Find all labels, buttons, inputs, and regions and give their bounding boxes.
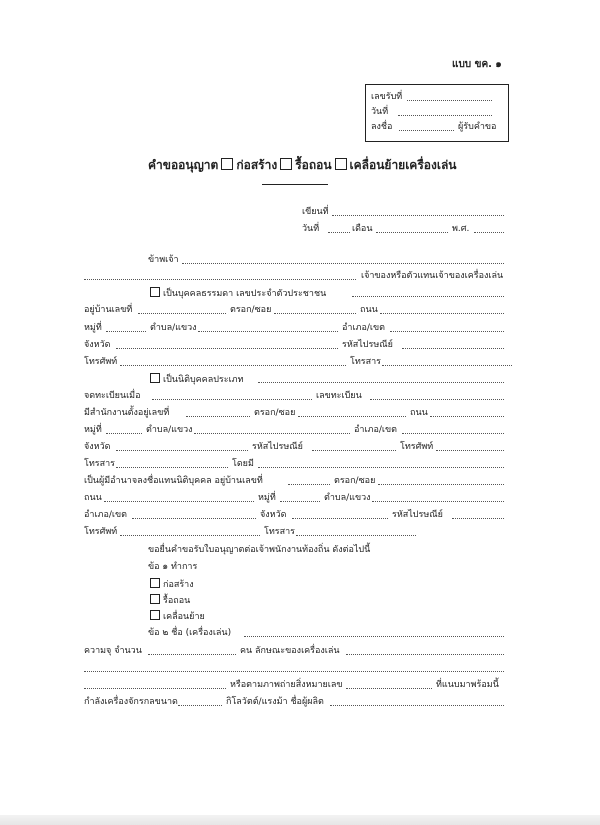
j-postcode2-field[interactable] xyxy=(452,509,504,519)
office-no-label: มีสำนักงานตั้งอยู่เลขที่ xyxy=(84,408,170,418)
j-subdistrict2-field[interactable] xyxy=(372,492,504,502)
j-subdistrict-field[interactable] xyxy=(194,424,350,434)
moo-field[interactable] xyxy=(106,322,146,332)
demolish-checkbox[interactable] xyxy=(280,158,292,170)
office-date-field[interactable] xyxy=(398,106,492,116)
date-label: วันที่ xyxy=(302,224,320,234)
req-demolish-checkbox[interactable] xyxy=(150,594,160,604)
district-label: อำเภอ/เขต xyxy=(342,323,385,333)
road-label: ถนน xyxy=(360,305,378,315)
j-moo2-label: หมู่ที่ xyxy=(258,493,276,503)
form-code: แบบ ขค. ๑ xyxy=(452,59,502,70)
reg-no-field[interactable] xyxy=(370,390,504,400)
j-phone-label: โทรศัพท์ xyxy=(400,442,434,452)
juristic-option: เป็นนิติบุคคลประเภท xyxy=(150,373,244,386)
by-label: โดยมี xyxy=(232,459,254,469)
year-field[interactable] xyxy=(474,223,504,233)
engine-field[interactable] xyxy=(178,696,222,706)
signatory-house-field[interactable] xyxy=(288,475,330,485)
month-label: เดือน xyxy=(352,224,373,234)
j-district2-label: อำเภอ/เขต xyxy=(84,510,127,520)
j-subdistrict-label: ตำบล/แขวง xyxy=(146,425,193,435)
subdistrict-field[interactable] xyxy=(198,322,338,332)
ride-name-field[interactable] xyxy=(244,627,504,637)
j-fax-field[interactable] xyxy=(116,458,228,468)
manufacturer-field[interactable] xyxy=(330,696,504,706)
j-postcode-label: รหัสไปรษณีย์ xyxy=(252,442,303,452)
j-phone2-field[interactable] xyxy=(120,526,260,536)
kw-label: กิโลวัตต์/แรงม้า ชื่อผู้ผลิต xyxy=(226,697,324,707)
office-date-label: วันที่ xyxy=(371,107,389,117)
req-construct-option: ก่อสร้าง xyxy=(150,578,194,591)
person-checkbox[interactable] xyxy=(150,287,160,297)
house-no-label: อยู่บ้านเลขที่ xyxy=(84,305,133,315)
province-label: จังหวัด xyxy=(84,340,111,350)
j-postcode-field[interactable] xyxy=(312,441,396,451)
j-province-label: จังหวัด xyxy=(84,442,111,452)
form-title xyxy=(148,156,457,175)
person-unit-label: คน ลักษณะของเครื่องเล่น xyxy=(240,646,340,656)
title-demolish: รื้อถอน xyxy=(295,158,332,172)
received-no-label: เลขรับที่ xyxy=(371,92,403,102)
j-alley2-label: ตรอก/ซอย xyxy=(334,476,376,486)
id-number-field[interactable] xyxy=(352,287,504,297)
relocate-checkbox[interactable] xyxy=(335,158,347,170)
written-at-label: เขียนที่ xyxy=(302,207,329,217)
j-road-label: ถนน xyxy=(410,408,428,418)
photo-no-field[interactable] xyxy=(346,679,432,689)
j-moo-field[interactable] xyxy=(106,424,142,434)
j-road2-field[interactable] xyxy=(104,492,254,502)
office-no-field[interactable] xyxy=(186,407,250,417)
subdistrict-label: ตำบล/แขวง xyxy=(150,323,197,333)
req-construct-checkbox[interactable] xyxy=(150,578,160,588)
reg-no-label: เลขทะเบียน xyxy=(316,391,362,401)
written-at-field[interactable] xyxy=(332,206,504,216)
registered-field[interactable] xyxy=(152,390,312,400)
road-field[interactable] xyxy=(380,304,504,314)
office-signature-field[interactable] xyxy=(399,121,454,131)
j-moo2-field[interactable] xyxy=(280,492,320,502)
j-district-label: อำเภอ/เขต xyxy=(354,425,397,435)
phone-field[interactable] xyxy=(120,356,346,366)
fax-field[interactable] xyxy=(382,356,512,366)
owner-label: เจ้าของหรือตัวแทนเจ้าของเครื่องเล่น xyxy=(361,271,504,281)
attached-label: ที่แนบมาพร้อมนี้ xyxy=(436,680,499,690)
j-province2-field[interactable] xyxy=(292,509,388,519)
moo-label: หมู่ที่ xyxy=(84,323,102,333)
alley-field[interactable] xyxy=(274,304,356,314)
postcode-field[interactable] xyxy=(402,339,504,349)
j-province2-label: จังหวัด xyxy=(260,510,287,520)
province-field[interactable] xyxy=(116,339,338,349)
j-province-field[interactable] xyxy=(116,441,248,451)
house-no-field[interactable] xyxy=(138,304,226,314)
item1-label: ข้อ ๑ ทำการ xyxy=(148,562,198,572)
phone-label: โทรศัพท์ xyxy=(84,357,118,367)
item2-label: ข้อ ๒ ชื่อ (เครื่องเล่น) xyxy=(148,628,232,638)
month-field[interactable] xyxy=(376,223,448,233)
req-demolish-option: รื้อถอน xyxy=(150,594,190,607)
applicant-label: ข้าพเจ้า xyxy=(148,255,179,265)
j-phone-field[interactable] xyxy=(436,441,504,451)
j-road2-label: ถนน xyxy=(84,493,102,503)
office-signature-label: ลงชื่อ xyxy=(371,122,393,132)
photo-label: หรือตามภาพถ่ายสิ่งหมายเลข xyxy=(230,680,343,690)
j-road-field[interactable] xyxy=(430,407,504,417)
title-construct: ก่อสร้าง xyxy=(236,158,278,172)
alley-label: ตรอก/ซอย xyxy=(230,305,272,315)
juristic-checkbox[interactable] xyxy=(150,373,160,383)
fax-label: โทรสาร xyxy=(350,357,381,367)
j-subdistrict2-label: ตำบล/แขวง xyxy=(324,493,371,503)
j-fax2-label: โทรสาร xyxy=(264,527,295,537)
j-district2-field[interactable] xyxy=(132,509,256,519)
title-underline xyxy=(262,184,328,185)
ride-desc2-field[interactable] xyxy=(84,679,226,689)
applicant-name-field[interactable] xyxy=(182,254,504,264)
receiver-label: ผู้รับคำขอ xyxy=(458,122,497,132)
request-intro: ขอยื่นคำขอรับใบอนุญาตต่อเจ้าพนักงานท้องถิ่น ดังต่อไปนี้ xyxy=(148,545,371,555)
signatory-label: เป็นผู้มีอำนาจลงชื่อแทนนิติบุคคล อยู่บ้านเลขที่ xyxy=(84,476,263,486)
j-postcode2-label: รหัสไปรษณีย์ xyxy=(392,510,443,520)
date-field[interactable] xyxy=(328,223,350,233)
req-relocate-checkbox[interactable] xyxy=(150,610,160,620)
capacity-label: ความจุ จำนวน xyxy=(84,646,142,656)
j-moo-label: หมู่ที่ xyxy=(84,425,102,435)
district-field[interactable] xyxy=(390,322,504,332)
j-alley2-field[interactable] xyxy=(378,475,504,485)
postcode-label: รหัสไปรษณีย์ xyxy=(342,340,393,350)
j-alley-field[interactable] xyxy=(298,407,406,417)
title-prefix: คำขออนุญาต xyxy=(148,158,219,172)
ride-desc-field[interactable] xyxy=(84,662,504,672)
person-option: เป็นบุคคลธรรมดา เลขประจำตัวประชาชน xyxy=(150,287,326,300)
engine-label: กำลังเครื่องจักรกลขนาด xyxy=(84,697,178,707)
j-phone2-label: โทรศัพท์ xyxy=(84,527,118,537)
j-district-field[interactable] xyxy=(402,424,504,434)
received-no-field[interactable] xyxy=(407,91,492,101)
j-alley-label: ตรอก/ซอย xyxy=(254,408,296,418)
capacity-field[interactable] xyxy=(148,645,236,655)
j-fax-label: โทรสาร xyxy=(84,459,115,469)
juristic-type-field[interactable] xyxy=(258,373,504,383)
j-fax2-field[interactable] xyxy=(296,526,416,536)
page-bottom-edge xyxy=(0,815,600,825)
ride-type-field[interactable] xyxy=(346,645,504,655)
by-field[interactable] xyxy=(258,458,504,468)
applicant-name-cont-field[interactable] xyxy=(84,270,356,280)
construct-checkbox[interactable] xyxy=(221,158,233,170)
registered-label: จดทะเบียนเมื่อ xyxy=(84,391,141,401)
year-label: พ.ศ. xyxy=(452,224,470,234)
req-relocate-option: เคลื่อนย้าย xyxy=(150,610,205,623)
title-relocate: เคลื่อนย้ายเครื่องเล่น xyxy=(349,158,457,172)
